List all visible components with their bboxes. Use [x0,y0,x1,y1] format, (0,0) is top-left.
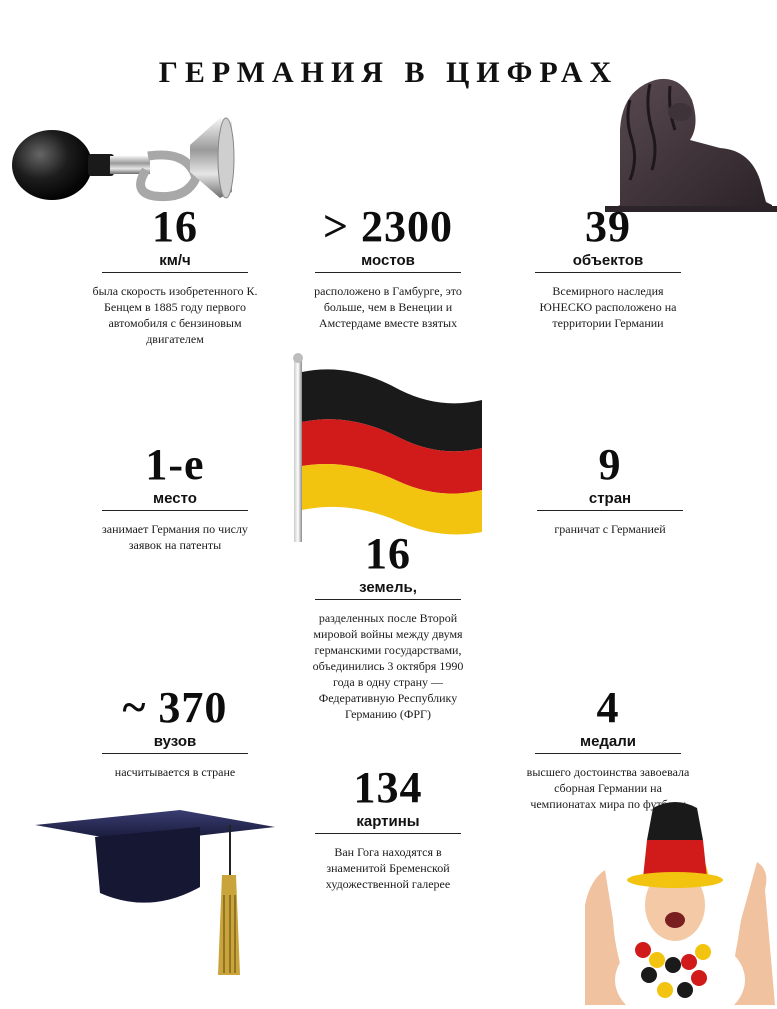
stat-universities [80,683,270,780]
stat-unesco [513,202,703,331]
stat-description: была скорость изобретенного К. Бенцем в 1885 году первого автомобиля с бензиновым двигателем [92,284,258,346]
horn-image [10,110,235,210]
lion-statue-image [600,70,775,215]
stat-description: разделенных после Второй мировой войны между двумя германскими государствами, объединились 3 октября 1990 года в одну страну — Федеративную Республику Германию (ФРГ) [312,611,464,721]
stat-number: > 2300 [322,202,454,251]
stat-patents [80,440,270,553]
stat-unit: вузов [102,732,248,754]
football-fan-image [575,800,775,1005]
stat-description: насчитывается в стране [114,765,236,779]
stat-description: Ван Гога находятся в знаменитой Бременской художественной галерее [325,845,451,891]
stat-description: расположено в Гамбурге, это больше, чем в Венеции и Амстердаме вместе взятых [314,284,462,330]
stat-unit: км/ч [102,251,248,273]
stat-unit: земель, [315,578,461,600]
stat-number: ~ 370 [122,683,228,732]
stat-number: 134 [353,763,423,812]
stat-number: 1-е [145,440,205,489]
stat-description: граничат с Германией [554,522,666,536]
stat-number: 39 [585,202,631,251]
stat-neighbors [515,440,705,537]
stat-unit: медали [535,732,681,754]
stat-unit: картины [315,812,461,834]
stat-bridges [293,202,483,331]
stat-car-speed [80,202,270,347]
stat-number: 4 [596,683,620,732]
stat-states [293,529,483,722]
stat-description: высшего достоинства завоевала сборная Германии на чемпионатах мира по футболу [526,765,690,811]
stat-unit: место [102,489,248,511]
page-title: ГЕРМАНИЯ В ЦИФРАХ [158,56,619,89]
stat-van-gogh [293,763,483,892]
stat-number: 16 [152,202,198,251]
stat-unit: объектов [535,251,681,273]
stat-description: Всемирного наследия ЮНЕСКО расположено на территории Германии [539,284,677,330]
stat-number: 16 [365,529,411,578]
graduation-cap-image [30,805,280,985]
stat-description: занимает Германия по числу заявок на патенты [102,522,248,552]
german-flag-image [290,350,490,545]
stat-number: 9 [598,440,622,489]
stat-world-cups [513,683,703,812]
stat-unit: стран [537,489,683,511]
stat-unit: мостов [315,251,461,273]
